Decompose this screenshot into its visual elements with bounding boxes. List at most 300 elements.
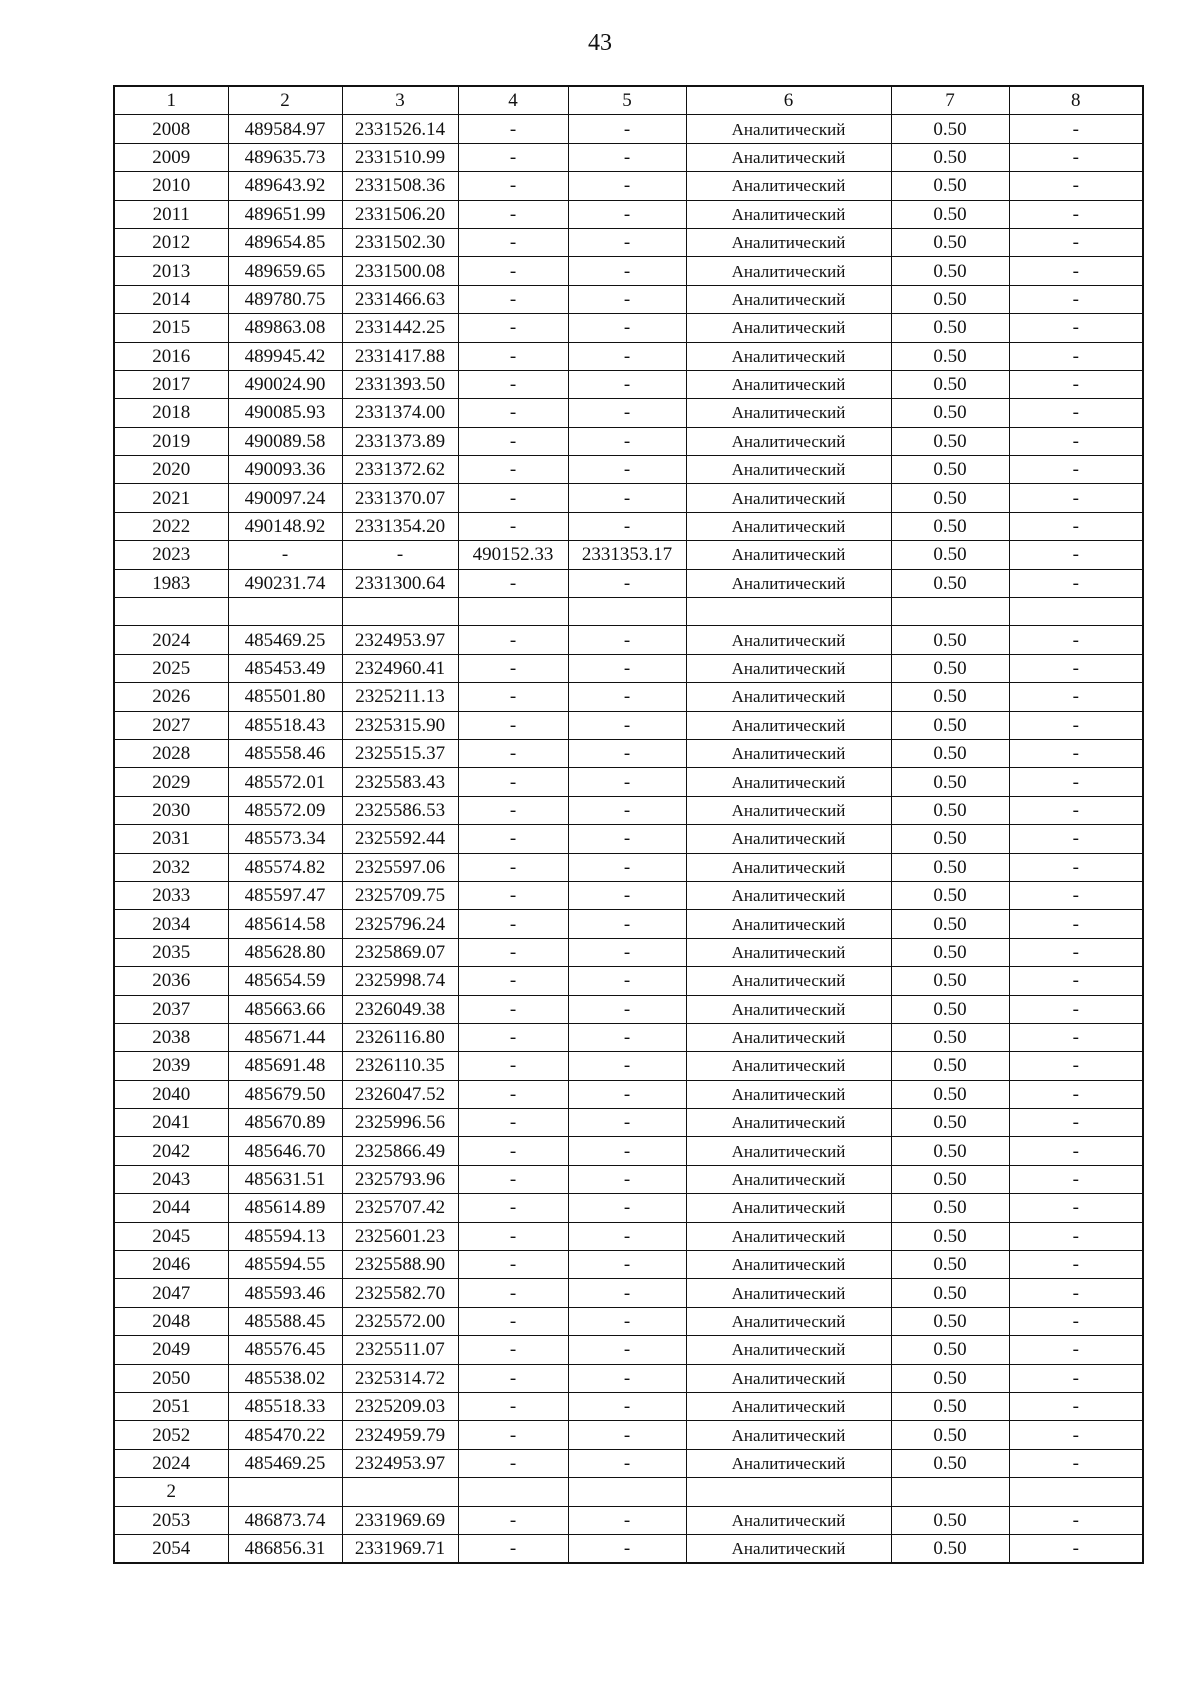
table-cell-col-1: 2027 — [114, 711, 228, 739]
table-cell-col-5: - — [568, 1052, 686, 1080]
table-cell-col-6: Аналитический — [686, 626, 891, 654]
table-cell-col-8: - — [1009, 910, 1143, 938]
table-row — [114, 484, 1143, 512]
table-cell-col-5: - — [568, 1080, 686, 1108]
table-cell-col-3: 2324959.79 — [342, 1421, 458, 1449]
table-cell-col-3: 2325707.42 — [342, 1194, 458, 1222]
table-cell-col-8: - — [1009, 512, 1143, 540]
table-cell-col-3: 2325796.24 — [342, 910, 458, 938]
table-cell-col-3: 2325211.13 — [342, 683, 458, 711]
table-cell-col-5: - — [568, 1109, 686, 1137]
table-cell-col-4: - — [458, 1023, 568, 1051]
table-cell-col-7: 0.50 — [891, 938, 1009, 966]
table-cell-col-4: - — [458, 314, 568, 342]
table-cell-col-3: 2331393.50 — [342, 370, 458, 398]
table-cell-col-3: 2331510.99 — [342, 143, 458, 171]
table-cell-col-3 — [342, 598, 458, 626]
table-cell-col-4 — [458, 1478, 568, 1506]
table-cell-col-3: 2325511.07 — [342, 1336, 458, 1364]
table-cell-col-8: - — [1009, 1109, 1143, 1137]
table-cell-col-5: - — [568, 228, 686, 256]
table-cell-col-3: - — [342, 541, 458, 569]
table-cell-col-2: 490231.74 — [228, 569, 342, 597]
table-cell-col-6 — [686, 1478, 891, 1506]
table-row — [114, 938, 1143, 966]
table-cell-col-7: 0.50 — [891, 626, 1009, 654]
table-cell-col-3: 2325866.49 — [342, 1137, 458, 1165]
table-cell-col-4: - — [458, 228, 568, 256]
table-cell-col-6: Аналитический — [686, 1023, 891, 1051]
table-cell-col-2: 485469.25 — [228, 1449, 342, 1477]
table-cell-col-1 — [114, 598, 228, 626]
table-cell-col-2: 485572.01 — [228, 768, 342, 796]
table-cell-col-7: 0.50 — [891, 796, 1009, 824]
table-cell-col-8: - — [1009, 654, 1143, 682]
table-row — [114, 967, 1143, 995]
table-cell-col-2 — [228, 1478, 342, 1506]
table-cell-col-4: - — [458, 1052, 568, 1080]
table-row — [114, 342, 1143, 370]
column-header-1: 1 — [114, 86, 228, 115]
table-cell-col-2: 485453.49 — [228, 654, 342, 682]
table-row — [114, 512, 1143, 540]
table-cell-col-5: - — [568, 1023, 686, 1051]
table-cell-col-5: - — [568, 683, 686, 711]
table-cell-col-2: 489780.75 — [228, 285, 342, 313]
table-cell-col-3: 2325572.00 — [342, 1307, 458, 1335]
table-cell-col-4: - — [458, 1364, 568, 1392]
table-cell-col-4: - — [458, 512, 568, 540]
table-cell-col-6: Аналитический — [686, 1506, 891, 1534]
table-row — [114, 143, 1143, 171]
table-cell-col-1: 2031 — [114, 825, 228, 853]
table-cell-col-7 — [891, 1478, 1009, 1506]
table-cell-col-2: 490024.90 — [228, 370, 342, 398]
table-cell-col-5: - — [568, 569, 686, 597]
table-cell-col-7: 0.50 — [891, 1080, 1009, 1108]
table-cell-col-7: 0.50 — [891, 967, 1009, 995]
table-cell-col-3: 2331969.69 — [342, 1506, 458, 1534]
table-cell-col-6: Аналитический — [686, 370, 891, 398]
table-cell-col-1: 2023 — [114, 541, 228, 569]
table-cell-col-2: 485691.48 — [228, 1052, 342, 1080]
table-cell-col-8: - — [1009, 1251, 1143, 1279]
table-cell-col-5: - — [568, 1392, 686, 1420]
table-cell-col-3: 2325515.37 — [342, 739, 458, 767]
table-cell-col-5: - — [568, 739, 686, 767]
table-cell-col-6: Аналитический — [686, 143, 891, 171]
table-cell-col-4: - — [458, 1307, 568, 1335]
table-cell-col-6: Аналитический — [686, 399, 891, 427]
table-body — [114, 115, 1143, 1563]
table-cell-col-5: - — [568, 881, 686, 909]
table-cell-col-8: - — [1009, 938, 1143, 966]
table-cell-col-1: 2016 — [114, 342, 228, 370]
table-cell-col-1: 2048 — [114, 1307, 228, 1335]
table-cell-col-4: - — [458, 938, 568, 966]
table-cell-col-4: - — [458, 1080, 568, 1108]
table-cell-col-7: 0.50 — [891, 342, 1009, 370]
table-cell-col-3: 2331442.25 — [342, 314, 458, 342]
table-cell-col-8: - — [1009, 1279, 1143, 1307]
table-cell-col-8: - — [1009, 853, 1143, 881]
table-cell-col-2: 485469.25 — [228, 626, 342, 654]
table-cell-col-1: 2011 — [114, 200, 228, 228]
table-row — [114, 1052, 1143, 1080]
table-cell-col-6: Аналитический — [686, 1109, 891, 1137]
table-cell-col-3: 2331506.20 — [342, 200, 458, 228]
table-row — [114, 370, 1143, 398]
table-cell-col-6: Аналитический — [686, 910, 891, 938]
table-cell-col-5 — [568, 1478, 686, 1506]
table-cell-col-3: 2324953.97 — [342, 626, 458, 654]
table-cell-col-2: 490085.93 — [228, 399, 342, 427]
table-cell-col-2: 485631.51 — [228, 1165, 342, 1193]
table-cell-col-6: Аналитический — [686, 115, 891, 143]
table-cell-col-1: 2034 — [114, 910, 228, 938]
table-cell-col-3: 2331500.08 — [342, 257, 458, 285]
table-cell-col-4: - — [458, 1449, 568, 1477]
table-cell-col-8 — [1009, 598, 1143, 626]
table-cell-col-7: 0.50 — [891, 1336, 1009, 1364]
table-cell-col-6: Аналитический — [686, 967, 891, 995]
table-cell-col-4: - — [458, 484, 568, 512]
table-cell-col-7: 0.50 — [891, 1364, 1009, 1392]
table-cell-col-8: - — [1009, 399, 1143, 427]
table-cell-col-8: - — [1009, 342, 1143, 370]
table-header-row — [114, 86, 1143, 115]
table-cell-col-6: Аналитический — [686, 512, 891, 540]
table-cell-col-4: - — [458, 115, 568, 143]
table-cell-col-4: - — [458, 285, 568, 313]
table-row — [114, 399, 1143, 427]
table-cell-col-4: - — [458, 370, 568, 398]
table-cell-col-8: - — [1009, 143, 1143, 171]
table-cell-col-1: 2050 — [114, 1364, 228, 1392]
table-cell-col-3: 2331354.20 — [342, 512, 458, 540]
table-cell-col-4: - — [458, 683, 568, 711]
table-cell-col-2: 489659.65 — [228, 257, 342, 285]
table-cell-col-2: 485538.02 — [228, 1364, 342, 1392]
table-cell-col-3: 2331373.89 — [342, 427, 458, 455]
table-cell-col-2: 490097.24 — [228, 484, 342, 512]
table-cell-col-8 — [1009, 1478, 1143, 1506]
table-cell-col-2: 485671.44 — [228, 1023, 342, 1051]
table-cell-col-7: 0.50 — [891, 1222, 1009, 1250]
table-cell-col-5: - — [568, 314, 686, 342]
table-cell-col-6: Аналитический — [686, 938, 891, 966]
table-cell-col-3: 2331502.30 — [342, 228, 458, 256]
table-row — [114, 683, 1143, 711]
table-cell-col-2: 485679.50 — [228, 1080, 342, 1108]
table-cell-col-4: - — [458, 853, 568, 881]
table-row — [114, 881, 1143, 909]
table-cell-col-3: 2325583.43 — [342, 768, 458, 796]
table-cell-col-7: 0.50 — [891, 285, 1009, 313]
table-cell-col-4: - — [458, 796, 568, 824]
table-cell-col-8: - — [1009, 314, 1143, 342]
table-cell-col-5: - — [568, 1137, 686, 1165]
table-cell-col-5: - — [568, 1421, 686, 1449]
coordinates-table — [113, 85, 1144, 1564]
table-cell-col-4: - — [458, 342, 568, 370]
table-cell-col-3: 2325209.03 — [342, 1392, 458, 1420]
table-cell-col-7: 0.50 — [891, 1421, 1009, 1449]
table-cell-col-1: 2014 — [114, 285, 228, 313]
table-cell-col-7: 0.50 — [891, 1506, 1009, 1534]
table-cell-col-7: 0.50 — [891, 1392, 1009, 1420]
table-cell-col-1: 2053 — [114, 1506, 228, 1534]
table-cell-col-7: 0.50 — [891, 1052, 1009, 1080]
table-cell-col-8: - — [1009, 569, 1143, 597]
table-cell-col-3: 2331508.36 — [342, 172, 458, 200]
table-cell-col-2: 485573.34 — [228, 825, 342, 853]
table-cell-col-2: 485654.59 — [228, 967, 342, 995]
table-cell-col-4: - — [458, 1165, 568, 1193]
table-cell-col-4: - — [458, 1279, 568, 1307]
table-cell-col-5: - — [568, 1336, 686, 1364]
table-cell-col-1: 2051 — [114, 1392, 228, 1420]
table-cell-col-2: 485518.43 — [228, 711, 342, 739]
table-cell-col-8: - — [1009, 1137, 1143, 1165]
table-cell-col-5: - — [568, 285, 686, 313]
table-cell-col-3: 2331370.07 — [342, 484, 458, 512]
table-cell-col-4: - — [458, 1534, 568, 1563]
table-cell-col-2: 485470.22 — [228, 1421, 342, 1449]
table-cell-col-7: 0.50 — [891, 683, 1009, 711]
table-row — [114, 910, 1143, 938]
table-cell-col-1: 2015 — [114, 314, 228, 342]
table-cell-col-4: - — [458, 427, 568, 455]
table-row — [114, 1109, 1143, 1137]
column-header-2: 2 — [228, 86, 342, 115]
table-cell-col-2: 490089.58 — [228, 427, 342, 455]
table-cell-col-6: Аналитический — [686, 1052, 891, 1080]
table-cell-col-6: Аналитический — [686, 1279, 891, 1307]
table-cell-col-2: 490093.36 — [228, 456, 342, 484]
table-cell-col-5: - — [568, 257, 686, 285]
table-cell-col-6: Аналитический — [686, 654, 891, 682]
table-cell-col-4: - — [458, 200, 568, 228]
table-cell-col-4: - — [458, 768, 568, 796]
table-cell-col-8: - — [1009, 626, 1143, 654]
table-cell-col-1: 2035 — [114, 938, 228, 966]
table-cell-col-6: Аналитический — [686, 342, 891, 370]
table-cell-col-4: - — [458, 143, 568, 171]
table-cell-col-8: - — [1009, 257, 1143, 285]
table-cell-col-5: - — [568, 1222, 686, 1250]
table-cell-col-4: - — [458, 626, 568, 654]
table-cell-col-5: - — [568, 995, 686, 1023]
table-cell-col-3: 2331466.63 — [342, 285, 458, 313]
table-cell-col-1: 2013 — [114, 257, 228, 285]
table-cell-col-8: - — [1009, 1506, 1143, 1534]
table-cell-col-1: 2 — [114, 1478, 228, 1506]
table-cell-col-8: - — [1009, 1392, 1143, 1420]
table-cell-col-3: 2326110.35 — [342, 1052, 458, 1080]
column-header-6: 6 — [686, 86, 891, 115]
table-row — [114, 1222, 1143, 1250]
table-cell-col-7: 0.50 — [891, 1137, 1009, 1165]
table-cell-col-6: Аналитический — [686, 881, 891, 909]
table-cell-col-6: Аналитический — [686, 1251, 891, 1279]
table-cell-col-4: - — [458, 995, 568, 1023]
table-cell-col-8: - — [1009, 1165, 1143, 1193]
table-row — [114, 541, 1143, 569]
table-cell-col-7: 0.50 — [891, 1534, 1009, 1563]
table-cell-col-6: Аналитический — [686, 1364, 891, 1392]
table-row — [114, 853, 1143, 881]
table-cell-col-5 — [568, 598, 686, 626]
table-cell-col-7: 0.50 — [891, 1279, 1009, 1307]
table-row — [114, 598, 1143, 626]
table-cell-col-5: - — [568, 1364, 686, 1392]
table-row — [114, 1194, 1143, 1222]
table-cell-col-8: - — [1009, 768, 1143, 796]
table-cell-col-3: 2331374.00 — [342, 399, 458, 427]
table-cell-col-1: 2010 — [114, 172, 228, 200]
table-cell-col-6: Аналитический — [686, 768, 891, 796]
table-cell-col-8: - — [1009, 1052, 1143, 1080]
table-cell-col-5: 2331353.17 — [568, 541, 686, 569]
column-header-7: 7 — [891, 86, 1009, 115]
table-cell-col-6: Аналитический — [686, 484, 891, 512]
table-row — [114, 768, 1143, 796]
table-cell-col-7: 0.50 — [891, 768, 1009, 796]
column-header-8: 8 — [1009, 86, 1143, 115]
table-cell-col-6: Аналитический — [686, 200, 891, 228]
table-cell-col-7: 0.50 — [891, 172, 1009, 200]
table-row — [114, 228, 1143, 256]
table-cell-col-1: 2025 — [114, 654, 228, 682]
table-cell-col-3: 2325582.70 — [342, 1279, 458, 1307]
table-cell-col-3: 2325869.07 — [342, 938, 458, 966]
table-row — [114, 1392, 1143, 1420]
table-cell-col-1: 2043 — [114, 1165, 228, 1193]
table-cell-col-3: 2326049.38 — [342, 995, 458, 1023]
table-row — [114, 314, 1143, 342]
table-cell-col-8: - — [1009, 825, 1143, 853]
table-cell-col-4: - — [458, 399, 568, 427]
table-cell-col-6: Аналитический — [686, 172, 891, 200]
table-cell-col-3: 2331526.14 — [342, 115, 458, 143]
table-cell-col-1: 1983 — [114, 569, 228, 597]
table-cell-col-6: Аналитический — [686, 1392, 891, 1420]
table-cell-col-7: 0.50 — [891, 711, 1009, 739]
table-row — [114, 1251, 1143, 1279]
table-cell-col-5: - — [568, 342, 686, 370]
table-cell-col-5: - — [568, 1279, 686, 1307]
table-cell-col-2: 489863.08 — [228, 314, 342, 342]
column-header-4: 4 — [458, 86, 568, 115]
table-cell-col-2: 489654.85 — [228, 228, 342, 256]
table-cell-col-7: 0.50 — [891, 881, 1009, 909]
table-row — [114, 569, 1143, 597]
table-cell-col-1: 2040 — [114, 1080, 228, 1108]
table-cell-col-3: 2325315.90 — [342, 711, 458, 739]
table-cell-col-2: 485588.45 — [228, 1307, 342, 1335]
table-row — [114, 1478, 1143, 1506]
table-cell-col-3: 2325592.44 — [342, 825, 458, 853]
table-cell-col-1: 2021 — [114, 484, 228, 512]
table-cell-col-2: 485670.89 — [228, 1109, 342, 1137]
table-cell-col-8: - — [1009, 285, 1143, 313]
table-cell-col-6: Аналитический — [686, 1080, 891, 1108]
table-cell-col-1: 2044 — [114, 1194, 228, 1222]
table-cell-col-7: 0.50 — [891, 541, 1009, 569]
table-cell-col-3: 2324953.97 — [342, 1449, 458, 1477]
table-cell-col-6: Аналитический — [686, 314, 891, 342]
table-cell-col-3 — [342, 1478, 458, 1506]
table-cell-col-1: 2029 — [114, 768, 228, 796]
table-cell-col-3: 2331300.64 — [342, 569, 458, 597]
table-row — [114, 200, 1143, 228]
table-cell-col-1: 2026 — [114, 683, 228, 711]
table-cell-col-5: - — [568, 200, 686, 228]
table-cell-col-5: - — [568, 938, 686, 966]
table-cell-col-4: - — [458, 1506, 568, 1534]
table-cell-col-3: 2325709.75 — [342, 881, 458, 909]
table-cell-col-3: 2325793.96 — [342, 1165, 458, 1193]
table-cell-col-2: 485646.70 — [228, 1137, 342, 1165]
table-row — [114, 257, 1143, 285]
table-cell-col-8: - — [1009, 484, 1143, 512]
table-cell-col-7: 0.50 — [891, 1194, 1009, 1222]
table-cell-col-4: - — [458, 1392, 568, 1420]
table-cell-col-3: 2325996.56 — [342, 1109, 458, 1137]
table-cell-col-8: - — [1009, 1222, 1143, 1250]
table-cell-col-5: - — [568, 711, 686, 739]
table-cell-col-8: - — [1009, 1449, 1143, 1477]
table-cell-col-7: 0.50 — [891, 456, 1009, 484]
table-row — [114, 427, 1143, 455]
table-cell-col-5: - — [568, 172, 686, 200]
table-cell-col-1: 2045 — [114, 1222, 228, 1250]
table-cell-col-8: - — [1009, 739, 1143, 767]
table-cell-col-5: - — [568, 1506, 686, 1534]
table-cell-col-1: 2009 — [114, 143, 228, 171]
table-cell-col-5: - — [568, 1534, 686, 1563]
table-cell-col-2: 485663.66 — [228, 995, 342, 1023]
table-cell-col-2: 489584.97 — [228, 115, 342, 143]
table-cell-col-6: Аналитический — [686, 456, 891, 484]
table-cell-col-5: - — [568, 143, 686, 171]
table-cell-col-7: 0.50 — [891, 257, 1009, 285]
table-cell-col-4: - — [458, 739, 568, 767]
table-row — [114, 711, 1143, 739]
table-row — [114, 1449, 1143, 1477]
table-cell-col-4: - — [458, 1194, 568, 1222]
table-cell-col-1: 2037 — [114, 995, 228, 1023]
table-cell-col-8: - — [1009, 456, 1143, 484]
table-cell-col-5: - — [568, 427, 686, 455]
table-cell-col-5: - — [568, 626, 686, 654]
table-row — [114, 739, 1143, 767]
table-row — [114, 1421, 1143, 1449]
table-cell-col-8: - — [1009, 115, 1143, 143]
table-cell-col-8: - — [1009, 200, 1143, 228]
table-cell-col-4: - — [458, 1137, 568, 1165]
table-cell-col-5: - — [568, 825, 686, 853]
table-cell-col-1: 2052 — [114, 1421, 228, 1449]
table-cell-col-6: Аналитический — [686, 825, 891, 853]
table-cell-col-2: 486856.31 — [228, 1534, 342, 1563]
table-cell-col-7: 0.50 — [891, 1109, 1009, 1137]
table-cell-col-3: 2325314.72 — [342, 1364, 458, 1392]
table-cell-col-7: 0.50 — [891, 1307, 1009, 1335]
table-cell-col-8: - — [1009, 796, 1143, 824]
table-cell-col-2: 485572.09 — [228, 796, 342, 824]
